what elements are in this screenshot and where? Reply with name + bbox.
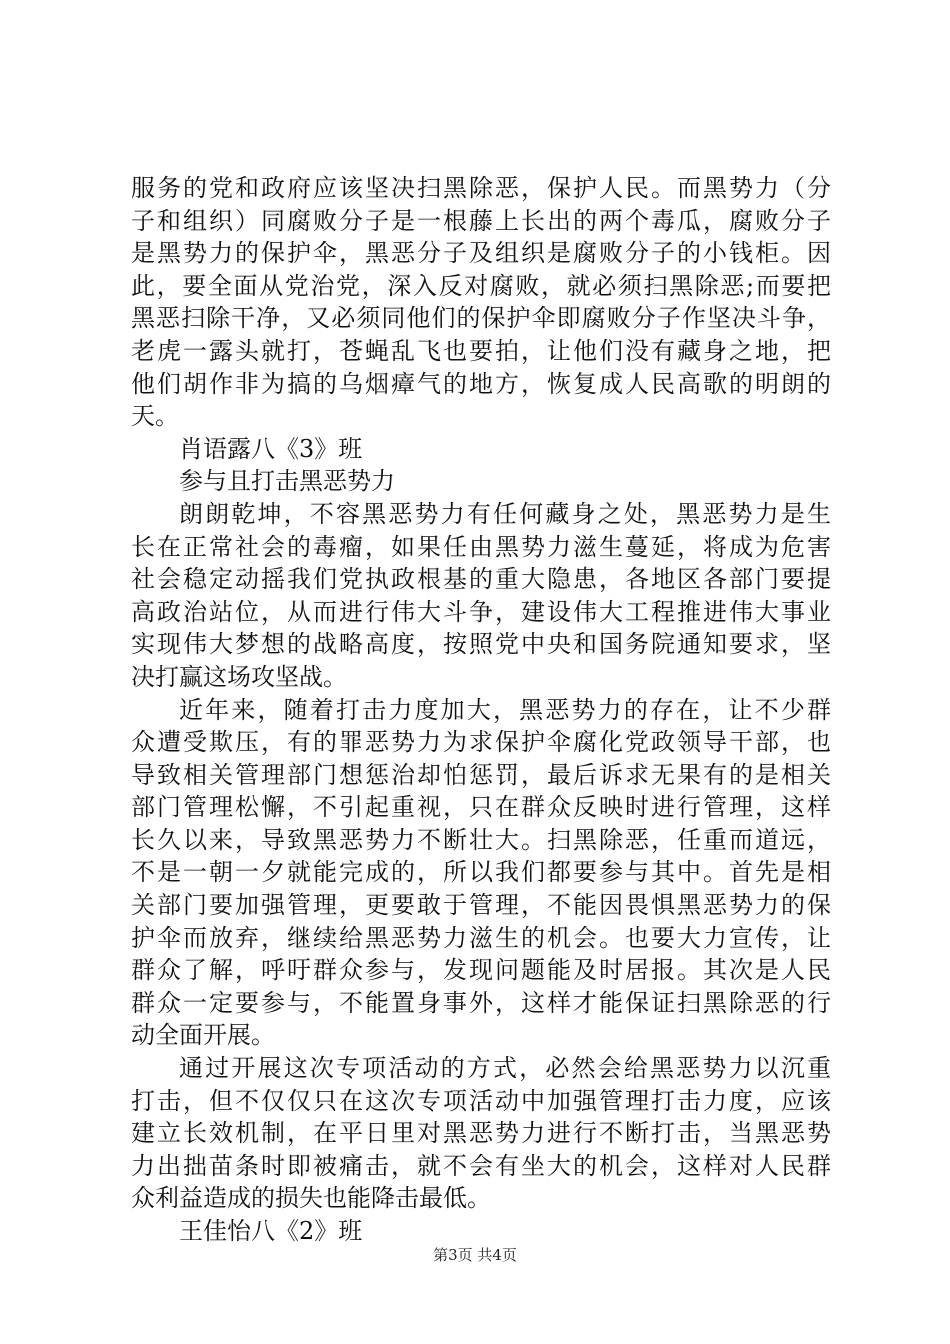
text-line: 是黑势力的保护伞，黑恶分子及组织是腐败分子的小钱柜。因 [131, 239, 831, 268]
text-line: 群众了解，呼吁群众参与，发现问题能及时居报。其次是人民 [131, 956, 831, 985]
text-line: 实现伟大梦想的战略高度，按照党中央和国务院通知要求，坚 [131, 630, 831, 659]
text-line: 社会稳定动摇我们党执政根基的重大隐患，各地区各部门要提 [131, 565, 831, 594]
text-line: 群众一定要参与，不能置身事外，这样才能保证扫黑除恶的行 [131, 988, 831, 1017]
text-line: 关部门要加强管理，更要敢于管理，不能因畏惧黑恶势力的保 [131, 891, 831, 920]
text-line: 不是一朝一夕就能完成的，所以我们都要参与其中。首先是相 [131, 858, 831, 887]
text-line: 他们胡作非为搞的乌烟瘴气的地方，恢复成人民高歌的明朗的 [131, 369, 831, 398]
text-line: 众利益造成的损失也能降击最低。 [131, 1184, 491, 1213]
text-line: 动全面开展。 [131, 1021, 275, 1050]
text-line: 长在正常社会的毒瘤，如果任由黑势力滋生蔓延，将成为危害 [131, 532, 831, 561]
text-line: 建立长效机制，在平日里对黑恶势力进行不断打击，当黑恶势 [131, 1119, 831, 1148]
text-line: 子和组织）同腐败分子是一根藤上长出的两个毒瓜，腐败分子 [131, 206, 831, 235]
text-line: 长久以来，导致黑恶势力不断壮大。扫黑除恶，任重而道远， [131, 825, 831, 854]
author-signature: 王佳怡八《2》班 [179, 1217, 363, 1245]
text-line: 部门管理松懈，不引起重视，只在群众反映时进行管理，这样 [131, 793, 831, 822]
text-line: 力出拙苗条时即被痛击，就不会有坐大的机会，这样对人民群 [131, 1151, 831, 1180]
page-number: 第3页 共4页 [433, 1246, 517, 1264]
document-body [131, 172, 831, 1248]
text-line: 服务的党和政府应该坚决扫黑除恶，保护人民。而黑势力（分 [131, 174, 831, 202]
text-line: 近年来，随着打击力度加大，黑恶势力的存在，让不少群 [179, 695, 831, 724]
article-title: 参与且打击黑恶势力 [179, 467, 395, 496]
text-line: 此，要全面从党治党，深入反对腐败，就必须扫黑除恶;而要把 [131, 271, 831, 300]
text-line: 老虎一露头就打，苍蝇乱飞也要拍，让他们没有藏身之地，把 [131, 336, 831, 365]
text-line: 通过开展这次专项活动的方式，必然会给黑恶势力以沉重 [179, 1054, 831, 1083]
text-line: 朗朗乾坤，不容黑恶势力有任何藏身之处，黑恶势力是生 [179, 499, 831, 528]
text-line: 打击，但不仅仅只在这次专项活动中加强管理打击力度，应该 [131, 1086, 831, 1115]
text-line: 黑恶扫除干净，又必须同他们的保护伞即腐败分子作坚决斗争， [131, 304, 831, 333]
text-line: 众遭受欺压，有的罪恶势力为求保护伞腐化党政领导干部，也 [131, 728, 831, 757]
author-signature: 肖语露八《3》班 [179, 434, 363, 463]
text-line: 决打赢这场攻坚战。 [131, 662, 347, 691]
text-line: 护伞而放弃，继续给黑恶势力滋生的机会。也要大力宣传，让 [131, 923, 831, 952]
text-line: 天。 [131, 402, 179, 431]
text-line: 导致相关管理部门想惩治却怕惩罚，最后诉求无果有的是相关 [131, 760, 831, 789]
text-line: 高政治站位，从而进行伟大斗争，建设伟大工程推进伟大事业 [131, 597, 831, 626]
